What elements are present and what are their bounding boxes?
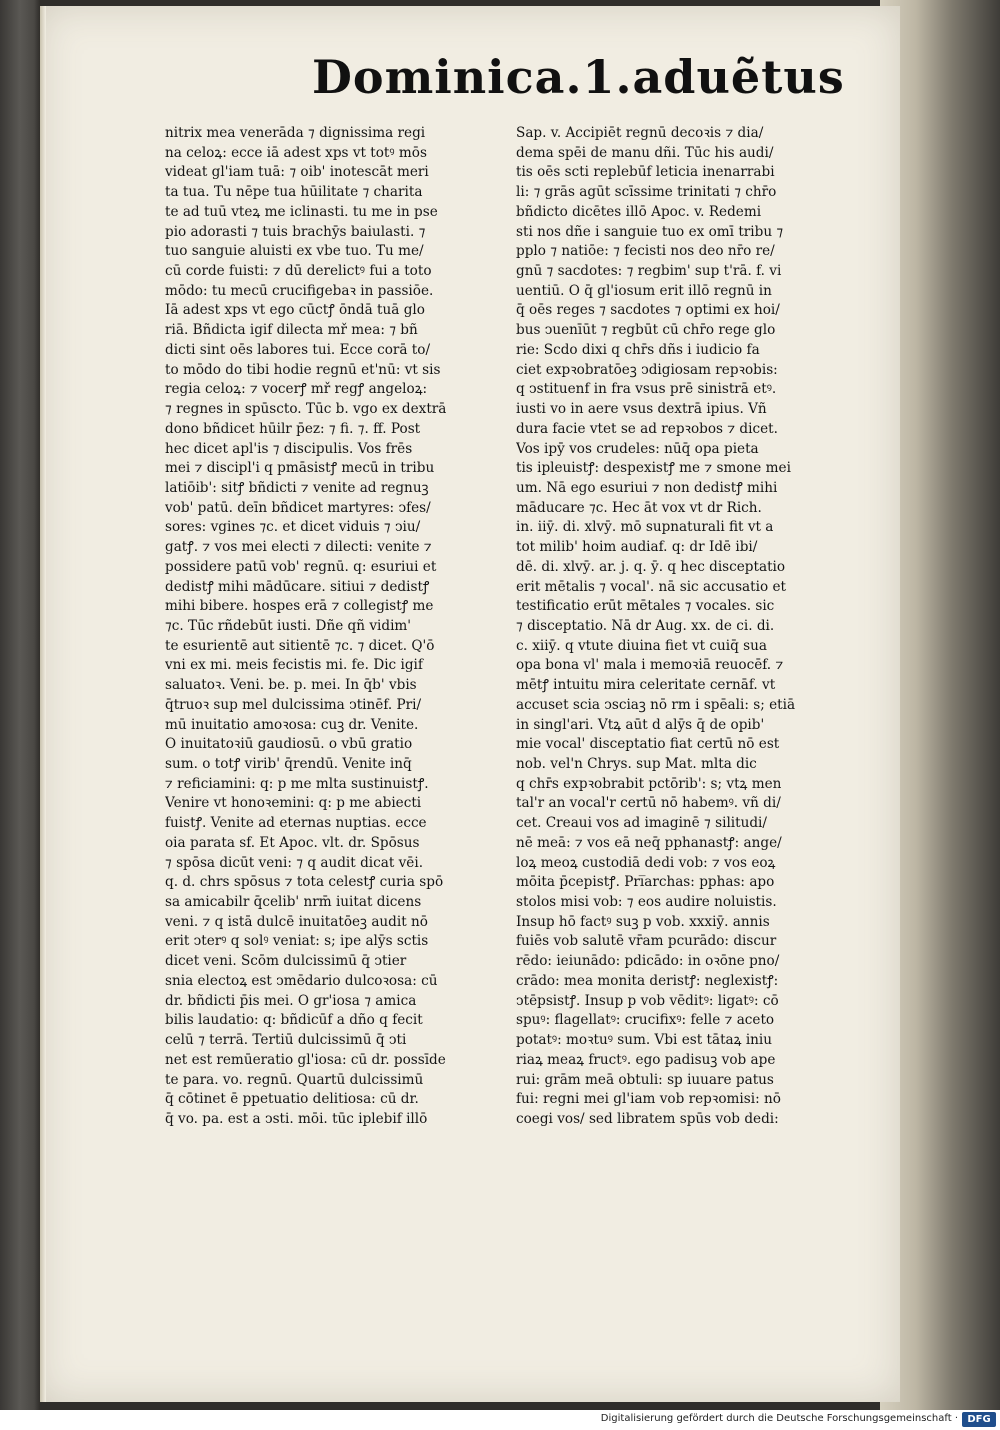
left-column-line: celū ⁊ terrā. Tertiū dulcissimū q̄ ↄti: [165, 1032, 407, 1049]
left-column-line: to mōdo do tibi hodie regnū et'nū: vt sis: [165, 361, 441, 378]
right-column-line: um. Nā ego esuriui ⁊ non dedistꝭ mihi: [516, 479, 778, 496]
right-column-line: bñdicto dicētes illō Apoc. v. Redemi: [516, 203, 762, 220]
right-column-line: pplo ⁊ natiōe: ⁊ fecisti nos deo nr̄o re/: [516, 243, 775, 260]
left-column-line: te esurientē aut sitientē ⁊c. ⁊ dicet. Q'ō: [165, 637, 435, 654]
left-column-line: nitrix mea venerāda ⁊ dignissima regi: [165, 125, 426, 141]
left-column-line: q̄truoꝛ sup mel dulcissima ↄtinēf. Pri/: [165, 696, 422, 713]
left-column-line: pio adorasti ⁊ tuis brachȳs baiulasti. ⁊: [165, 223, 426, 240]
right-column-line: tis ipleuistꝭ: despexistꝭ me ⁊ smone mei: [516, 460, 791, 477]
right-column-line: erit mētalis ⁊ vocal'. nā sic accusatio et: [516, 578, 786, 595]
right-column-line: cet. Creaui vos ad imaginē ⁊ silitudi/: [516, 815, 767, 832]
left-column-line: mei ⁊ discipl'i q pmāsistꝭ mecū in tribu: [165, 460, 435, 477]
left-column-line: dono bñdicet hūilr p̄ez: ⁊ fi. ⁊. ff. Post: [165, 420, 421, 437]
left-column-line: regia celoꝝ: ⁊ vocerꝭ mř regꝭ angeloꝝ:: [165, 381, 428, 398]
left-column-line: ⁊ spōsa dicūt veni: ⁊ q audit dicat vēi.: [165, 854, 424, 871]
right-column-line: coegi vos/ sed libratem spūs vob dedi:: [516, 1110, 779, 1127]
left-column-line: riā. Bñdicta igif dilecta mř mea: ⁊ bñ: [165, 322, 418, 339]
right-column-line: tot milib' hoim audiaf. q: dr Idē ibi/: [516, 539, 758, 556]
left-column-line: snia electoꝝ est ↄmēdario dulcoꝛosa: cū: [165, 972, 438, 989]
left-column-line: q̄ cōtinet ē ppetuatio delitiosa: cū dr.: [165, 1091, 419, 1108]
left-column-line: veni. ⁊ q istā dulcē inuitatōeꝫ audit nō: [165, 913, 428, 930]
page-header-title: Dominica.1.aduẽtus: [312, 50, 845, 104]
left-column-line: hec dicet apl'is ⁊ discipulis. Vos frēs: [165, 440, 413, 457]
left-column-line: te ad tuū vteꝝ me iclinasti. tu me in pse: [165, 203, 438, 220]
right-column-line: mētꝭ intuitu mira celeritate cernāf. vt: [516, 677, 776, 694]
left-column-line: net est remūeratio gl'iosa: cū dr. possīde: [165, 1051, 446, 1068]
left-column-line: vni ex mi. meis fecistis mi. fe. Dic igif: [165, 657, 423, 674]
left-column-line: saluatoꝛ. Veni. be. p. mei. In q̄b' vbis: [165, 677, 417, 694]
right-column-line: rie: Scdo dixi q chr̄s dñs i iudicio fa: [516, 341, 760, 358]
left-column-line: gatꝭ. ⁊ vos mei electi ⁊ dilecti: venite ⁊: [165, 539, 432, 556]
right-column-line: riaꝝ meaꝝ fructꝰ. ego padisuꝫ vob ape: [516, 1051, 776, 1068]
left-column-line: q. d. chrs spōsus ⁊ tota celestꝭ curia spō: [165, 874, 444, 891]
left-column-line: latiōib': sitꝭ bñdicti ⁊ venite ad regnuꝫ: [165, 479, 429, 496]
right-column-line: loꝝ meoꝝ custodiā dedi vob: ⁊ vos eoꝝ: [516, 854, 776, 871]
right-column-line: ⁊ disceptatio. Nā dr Aug. xx. de ci. di.: [516, 617, 775, 634]
right-column-line: Vos ipȳ vos crudeles: nūq̄ opa pieta: [516, 440, 759, 457]
right-column-line: tal'r an vocal'r certū nō habemꝰ. vñ di/: [516, 795, 781, 812]
left-column-line: bilis laudatio: q: bñdicūf a dño q fecit: [165, 1012, 423, 1029]
left-column-line: sores: vgines ⁊c. et dicet viduis ⁊ ↄiu/: [165, 519, 421, 536]
left-column-line: q̄ vo. pa. est a ↄsti. mōi. tūc iplebif illō: [165, 1110, 428, 1127]
left-column-line: dr. bñdicti p̄is mei. O gr'iosa ⁊ amica: [165, 992, 417, 1009]
left-column-line: Venire vt honoꝛemini: q: p me abiecti: [165, 795, 422, 812]
right-column-line: in. iiȳ. di. xlvȳ. mō supnaturali fit vt a: [516, 519, 774, 536]
right-column-line: rēdo: ieiunādo: pdicādo: in oꝛōne pno/: [516, 953, 780, 970]
right-column-line: q̄ oēs reges ⁊ sacdotes ⁊ optimi ex hoi/: [516, 302, 780, 319]
right-column-line: li: ⁊ grās agūt scīssime trinitati ⁊ chr̄o: [516, 184, 777, 201]
left-column-line: ta tua. Tu nēpe tua hūilitate ⁊ charita: [165, 184, 423, 201]
left-column-line: possidere patū vob' regnū. q: esuriui et: [165, 558, 437, 575]
left-column-line: dedistꝭ mihi mādūcare. sitiui ⁊ dedistꝭ: [165, 578, 430, 595]
right-column-line: uentiū. O q̄ gl'iosum erit illō regnū in: [516, 282, 772, 299]
right-column-line: sti nos dñe i sanguie tuo ex omī tribu ⁊: [516, 223, 784, 240]
right-column-line: ciet expꝛobratōeꝫ ↄdigiosam repꝛobis:: [516, 361, 778, 378]
right-column-line: dema spēi de manu dñi. Tūc his audi/: [516, 144, 774, 161]
right-column-line: gnū ⁊ sacdotes: ⁊ regbim' sup t'rā. f. vi: [516, 263, 782, 280]
right-column-line: nob. vel'n Chrys. sup Mat. mlta dic: [516, 756, 757, 772]
right-column-line: fuiēs vob salutē vr̄am pcurādo: discur: [516, 933, 777, 950]
left-column-line: dicet veni. Scōm dulcissimū q̄ ↄtier: [165, 953, 407, 970]
footer-credit: Digitalisierung gefördert durch die Deutsche Forschungsgemeinschaft ·: [600, 1413, 958, 1424]
right-column-line: ↄtēpsistꝭ. Insup p vob vēditꝰ: ligatꝰ: cō: [516, 992, 779, 1009]
left-column-line: dicti sint oēs labores tui. Ecce corā to/: [165, 341, 431, 358]
left-column-line: ⁊c. Tūc rñdebūt iusti. Dñe qñ vidim': [165, 617, 412, 634]
left-column-line: ⁊ regnes in spūscto. Tūc b. vgo ex dextrā: [165, 401, 447, 418]
left-column-line: Iā adest xps vt ego cūctꝭ ōndā tuā glo: [165, 302, 425, 319]
left-column-line: cū corde fuisti: ⁊ dū derelictꝰ fui a toto: [165, 263, 432, 280]
dfg-logo: DFG: [962, 1412, 996, 1427]
page-gutter-shadow: [40, 6, 46, 1402]
right-column-line: mie vocal' disceptatio fiat certū nō est: [516, 736, 780, 753]
right-column-line: spuꝰ: flagellatꝰ: crucifixꝰ: felle ⁊ aceto: [516, 1012, 775, 1029]
right-column-line: māducare ⁊c. Hec āt vox vt dr Rich.: [516, 499, 762, 516]
right-column-line: accuset scia ↄsciaꝫ nō rm i spēali: s; etiā: [516, 696, 796, 713]
right-column-line: testificatio erūt mētales ⁊ vocales. sic: [516, 598, 775, 615]
left-column-line: sa amicabilr q̄celib' nrm̄ iuitat dicens: [165, 894, 422, 911]
right-column-line: q chr̄s expꝛobrabit pctōrib': s; vtꝝ men: [516, 775, 782, 792]
left-column-line: videat gl'iam tuā: ⁊ oib' inotescāt meri: [165, 164, 429, 181]
right-column-line: c. xiiȳ. q vtute diuina fiet vt cuiq̄ sua: [516, 637, 767, 654]
right-column-line: stolos misi vob: ⁊ eos audire noluistis.: [516, 894, 777, 911]
right-column-line: iusti vo in aere vsus dextrā ipius. Vñ: [516, 401, 767, 418]
left-column-line: fuistꝭ. Venite ad eternas nuptias. ecce: [165, 815, 427, 832]
right-column-line: q ↄstituenf in fra vsus prē sinistrā etꝰ.: [516, 381, 777, 398]
left-text-column: [165, 124, 505, 1130]
left-column-line: mū inuitatio amoꝛosa: cuꝫ dr. Venite.: [165, 716, 419, 733]
right-column-line: opa bona vl' mala i memoꝛiā reuocēf. ⁊: [516, 657, 784, 674]
right-text-column: [516, 124, 856, 1130]
right-column-line: dura facie vtet se ad repꝛobos ⁊ dicet.: [516, 420, 778, 437]
left-column-line: mōdo: tu mecū crucifigebaꝛ in passiōe.: [165, 282, 434, 299]
right-column-line: fui: regni mei gl'iam vob repꝛomisi: nō: [516, 1091, 781, 1108]
right-column-line: bus ↄuenīūt ⁊ regbūt cū chr̄o rege glo: [516, 322, 776, 339]
right-column-line: rui: grām meā obtuli: sp iuuare patus: [516, 1071, 774, 1088]
right-column-line: in singl'ari. Vtꝝ aūt d alȳs q̄ de opib': [516, 716, 765, 733]
left-column-line: te para. vo. regnū. Quartū dulcissimū: [165, 1071, 424, 1088]
right-column-line: Sap. v. Accipiēt regnū decoꝛis ⁊ dia/: [516, 125, 764, 141]
left-column-line: sum. o totꝭ virib' q̄rendū. Venite inq̄: [165, 756, 412, 772]
left-column-line: vob' patū. deīn bñdicet martyres: ↄfes/: [165, 499, 431, 516]
right-column-line: tis oēs scti replebūf leticia inenarrabi: [516, 164, 775, 181]
left-column-line: tuo sanguie aluisti ex vbe tuo. Tu me/: [165, 243, 424, 260]
left-column-line: O inuitatoꝛiū gaudiosū. o vbū gratio: [165, 736, 413, 753]
left-column-line: mihi bibere. hospes erā ⁊ collegistꝭ me: [165, 598, 434, 615]
left-column-line: na celoꝝ: ecce iā adest xps vt totꝰ mōs: [165, 144, 427, 161]
left-column-line: oia parata sf. Et Apoc. vlt. dr. Spōsus: [165, 834, 420, 851]
left-column-line: ⁊ reficiamini: q: p me mlta sustinuistꝭ.: [165, 775, 429, 792]
right-column-line: potatꝰ: moꝛtuꝰ sum. Vbi est tātaꝝ iniu: [516, 1032, 773, 1049]
right-column-line: dē. di. xlvȳ. ar. j. q. ȳ. q hec disceptatio: [516, 558, 786, 575]
right-column-line: nē meā: ⁊ vos eā neq̄ pphanastꝭ: ange/: [516, 834, 782, 851]
right-column-line: mōita p̄cepistꝭ. Pri̅archas: pphas: apo: [516, 874, 775, 891]
left-column-line: erit ↄterꝰ q solꝰ veniat: s; ipe alȳs sctis: [165, 933, 429, 950]
right-column-line: Insup hō factꝰ suꝫ p vob. xxxiȳ. annis: [516, 913, 770, 930]
right-column-line: crādo: mea monita deristꝭ: neglexistꝭ:: [516, 972, 779, 989]
